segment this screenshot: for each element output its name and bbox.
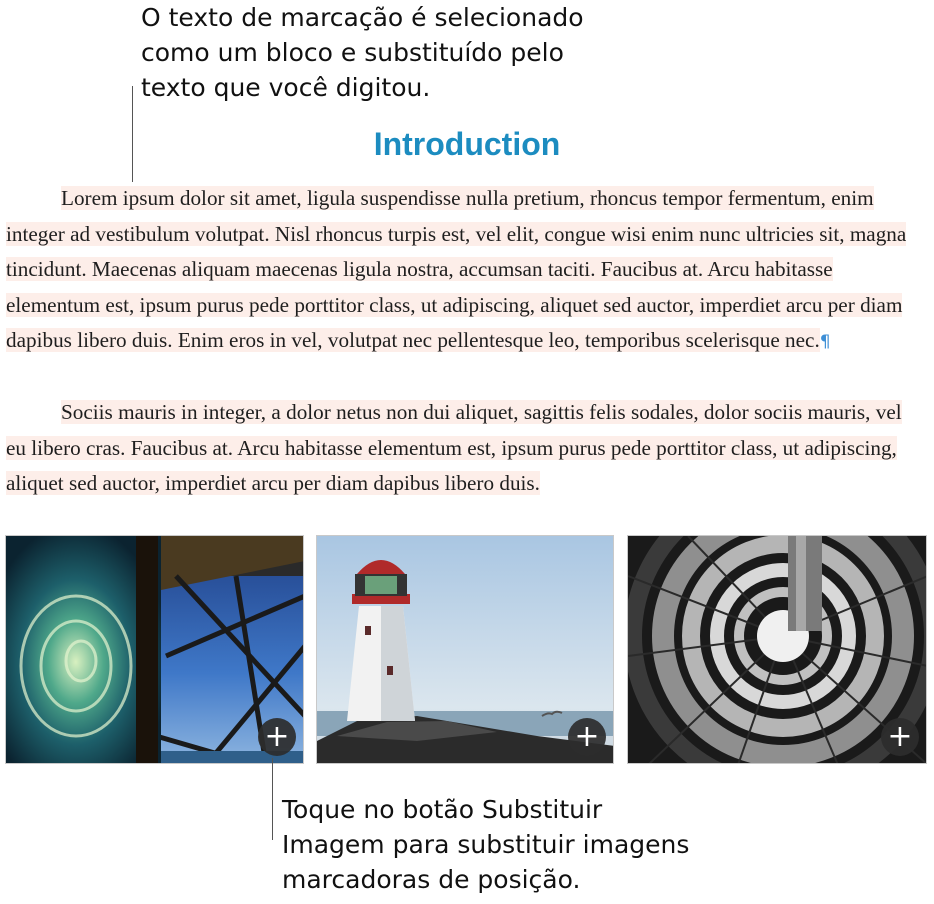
placeholder-image-lighthouse[interactable] — [316, 535, 614, 764]
replace-image-button[interactable] — [258, 718, 296, 756]
plus-icon: + — [574, 719, 600, 754]
paragraph-1-text[interactable]: Lorem ipsum dolor sit amet, ligula suspendisse nulla pretium, rhoncus tempor fermentum, enim integer ad vestibulum volutpat. Nisl rhoncus turpis est, vel elit, congue wisi enim nunc ultricies sit, magna tincidunt. Maecenas aliquam maecenas ligula nostra, accumsan taciti. Faucibus at. Arcu habitasse elementum est, ipsum purus pede porttitor class, ut adipiscing, aliquet sed auctor, imperdiet arcu per diam dapibus libero duis. Enim eros in vel, volutpat nec pellentesque leo, temporibus scelerisque nec. — [6, 186, 907, 352]
document-heading[interactable]: Introduction — [373, 126, 561, 162]
plus-icon: + — [887, 719, 913, 754]
replace-image-button[interactable] — [881, 718, 919, 756]
plus-icon: + — [264, 719, 290, 754]
paragraph-2[interactable] — [6, 395, 926, 502]
replace-image-button[interactable] — [568, 718, 606, 756]
placeholder-image-staircase[interactable] — [627, 535, 927, 764]
callout-leader-line-bottom — [272, 758, 273, 840]
placeholder-image-lens[interactable] — [5, 535, 304, 764]
pilcrow-mark: ¶ — [819, 332, 831, 352]
callout-markup-text: O texto de marcação é selecionado como um bloco e substituído pelo texto que você digitou. — [141, 3, 584, 102]
paragraph-1[interactable] — [6, 181, 926, 361]
paragraph-2-text[interactable]: Sociis mauris in integer, a dolor netus non dui aliquet, sagittis felis sodales, dolor sociis mauris, vel eu libero cras. Faucibus at. Arcu habitasse elementum est, ipsum purus pede porttitor class, ut adipiscing, aliquet sed auctor, imperdiet arcu per diam dapibus libero duis. — [6, 400, 902, 495]
callout-replace-image: Toque no botão Substituir Imagem para substituir imagens marcadoras de posição. — [282, 795, 690, 894]
